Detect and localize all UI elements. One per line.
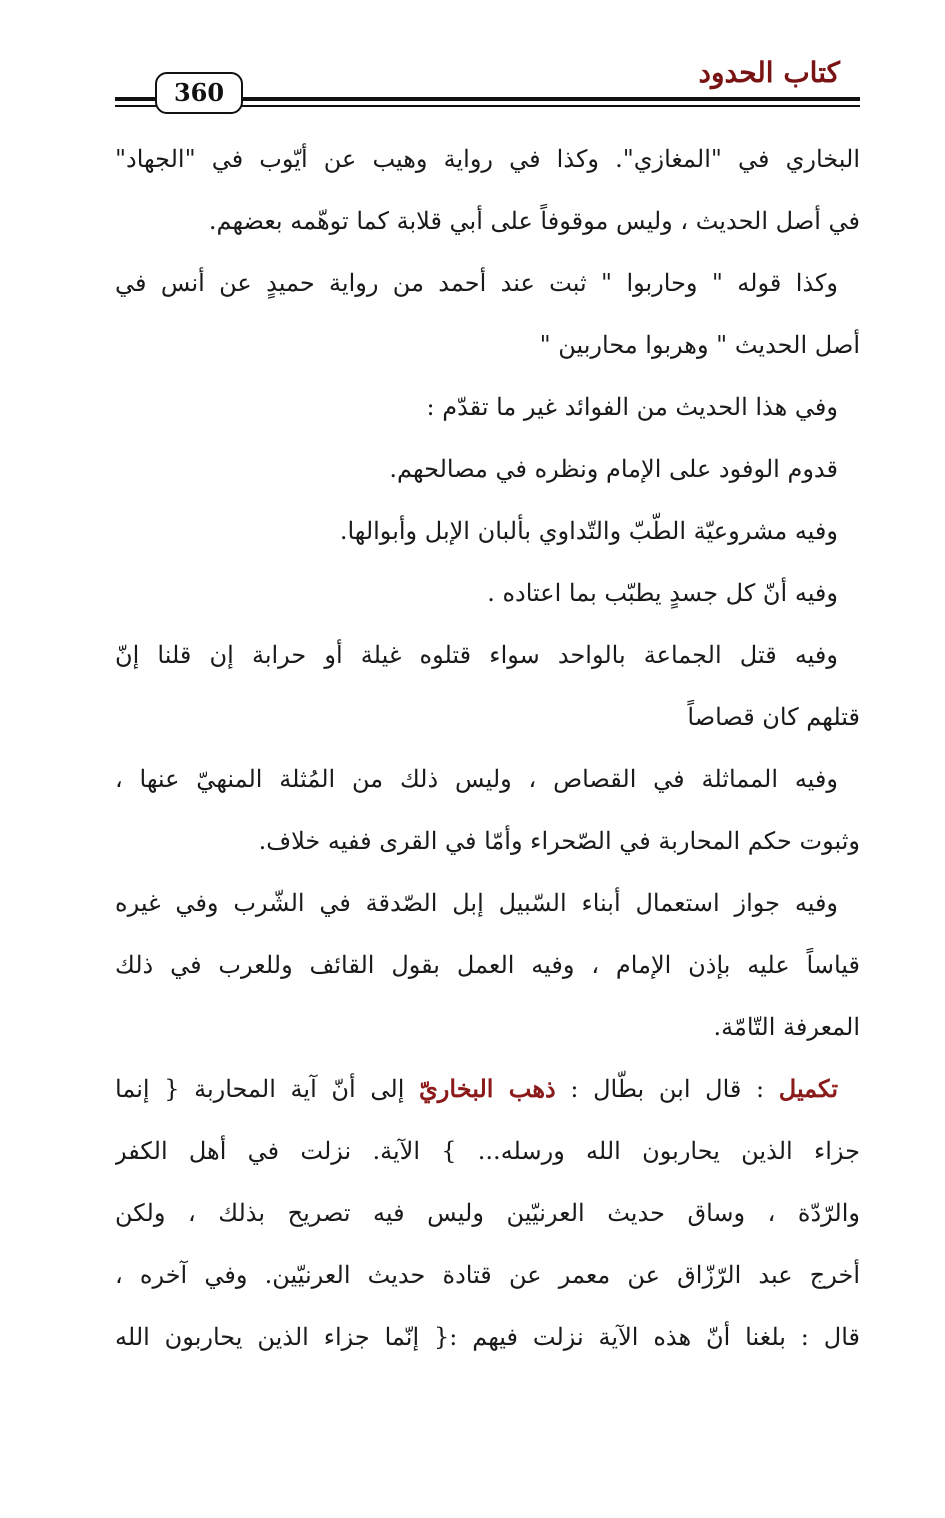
text-line: قال : بلغنا أنّ هذه الآية نزلت فيهم :{ إنّما جزاء الذين يحاربون الله xyxy=(115,1323,860,1351)
takmil-line xyxy=(115,1058,860,1120)
text-line: قدوم الوفود على الإمام ونظره في مصالحهم. xyxy=(389,455,838,483)
takmil-sep: : قال ابن بطّال : xyxy=(555,1075,779,1103)
text-line: قتلهم كان قصاصاً xyxy=(687,703,860,731)
text-line: أصل الحديث " وهربوا محاربين " xyxy=(539,331,860,359)
text-line: جزاء الذين يحاربون الله ورسله... } الآية. نزلت في أهل الكفر xyxy=(115,1137,860,1165)
text-line: والرّدّة ، وساق حديث العرنيّين وليس فيه تصريح بذلك ، ولكن xyxy=(115,1199,860,1227)
text-line: وفي هذا الحديث من الفوائد غير ما تقدّم : xyxy=(426,393,838,421)
text-line: البخاري في "المغازي". وكذا في رواية وهيب عن أيّوب في "الجهاد" xyxy=(115,145,860,173)
text-line: وفيه المماثلة في القصاص ، وليس ذلك من المُثلة المنهيّ عنها ، xyxy=(115,765,838,793)
text-line: وكذا قوله " وحاربوا " ثبت عند أحمد من رواية حميدٍ عن أنس في xyxy=(115,269,838,297)
text-line: وفيه جواز استعمال أبناء السّبيل إبل الصّدقة في الشّرب وفي غيره xyxy=(115,889,838,917)
text-line: أخرج عبد الرّزّاق عن معمر عن قتادة حديث العرنيّين. وفي آخره ، xyxy=(115,1261,860,1289)
takmil-rest: إلى أنّ آية المحاربة { إنما xyxy=(115,1075,420,1103)
page-body xyxy=(115,128,860,1368)
text-line: وفيه قتل الجماعة بالواحد سواء قتلوه غيلة أو حرابة إن قلنا إنّ xyxy=(115,641,838,669)
text-line: في أصل الحديث ، وليس موقوفاً على أبي قلابة كما توهّمه بعضهم. xyxy=(208,207,860,235)
page-number: 360 xyxy=(155,72,243,114)
text-line: المعرفة التّامّة. xyxy=(713,1013,860,1041)
text-line: وفيه أنّ كل جسدٍ يطبّب بما اعتاده . xyxy=(487,579,838,607)
book-title: كتاب الحدود xyxy=(698,56,840,89)
text-line: وفيه مشروعيّة الطّبّ والتّداوي بألبان الإبل وأبوالها. xyxy=(339,517,838,545)
takmil-label: تكميل xyxy=(778,1074,838,1103)
takmil-highlight: ذهب البخاريّ xyxy=(419,1074,556,1103)
page-header xyxy=(115,52,860,114)
text-line: وثبوت حكم المحاربة في الصّحراء وأمّا في القرى ففيه خلاف. xyxy=(258,827,860,855)
text-line: قياساً عليه بإذن الإمام ، وفيه العمل بقول القائف وللعرب في ذلك xyxy=(115,951,860,979)
